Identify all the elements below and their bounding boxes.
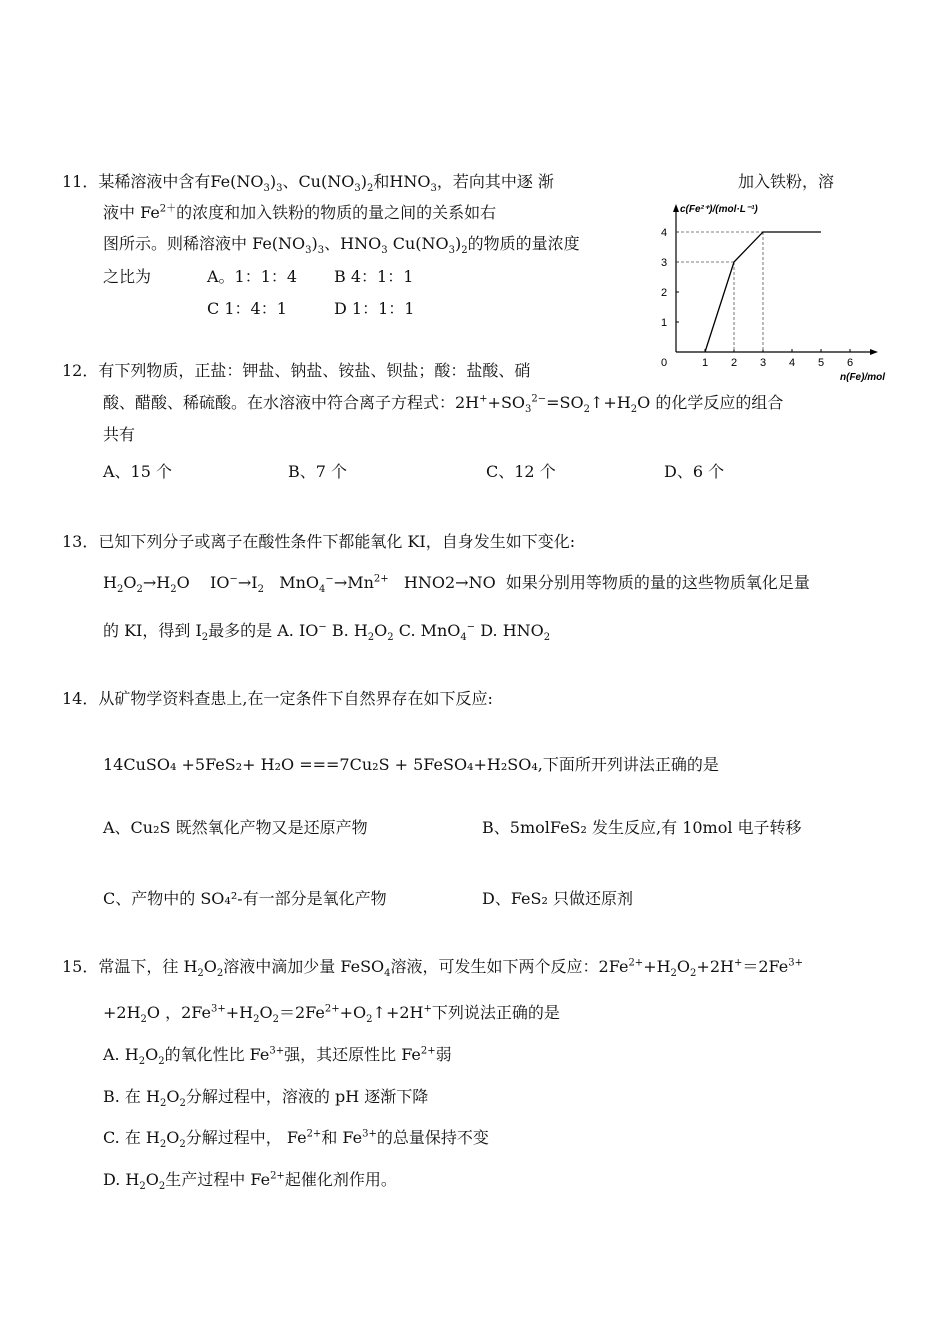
x-tick-label: 0 <box>660 357 668 369</box>
q11-line-3: 图所示。则稀溶液中 $Fe(NO_3)_3$、$HNO_3$ $Cu(NO_3)_2$的物质的量浓度 <box>103 234 580 257</box>
q14-line-1: 14．从矿物学资料查患上,在一定条件下自然界存在如下反应: <box>62 689 493 708</box>
q11-option-a: A。1：1：4 <box>207 267 298 286</box>
y-tick-label: 4 <box>660 227 668 239</box>
q15-option-b: B. 在 $H_2O_2$分解过程中，溶液的 pH 逐渐下降 <box>103 1087 429 1110</box>
y-tick-label: 3 <box>660 257 668 269</box>
y-tick-label: 2 <box>660 287 668 299</box>
y-axis-arrow <box>673 204 679 212</box>
q13-line-3: 的 KI，得到 $I_2$最多的是 A. IO− B. $H_2O_2$ C. MnO$_4$− D. $HNO_2$ <box>103 621 551 644</box>
y-tick-label: 1 <box>660 317 668 329</box>
q12-line-2: 酸、醋酸、稀硫酸。在水溶液中符合离子方程式：$2H^++SO_3^{2-}=SO_2↑+H_2O$ 的化学反应的组合 <box>103 393 784 416</box>
q12-option-b: B、7 个 <box>288 462 348 481</box>
q15-line-2: $+2H_2O$ ，$2Fe^{3+}+H_2O_2=2Fe^{2+}+O_2↑+2H^+$下列说法正确的是 <box>103 1003 560 1026</box>
x-tick-label: 6 <box>846 357 854 369</box>
x-tick-label: 1 <box>701 357 709 369</box>
y-axis-label: c(Fe²⁺)/(mol·L⁻¹) <box>680 204 758 215</box>
q11-line-1: 11．某稀溶液中含有$Fe(NO_3)_3$、$Cu(NO_3)_2$和$HNO_3$，若向其中逐 渐 <box>62 172 554 195</box>
q15-option-a: A. $H_2O_2$的氧化性比 $Fe^{3+}$强，其还原性比 $Fe^{2+}$弱 <box>103 1045 452 1068</box>
x-axis-label: n(Fe)/mol <box>840 372 885 383</box>
q12-number: 12． <box>62 361 99 380</box>
q11-option-c: C 1：4：1 <box>207 299 287 318</box>
q12-option-c: C、12 个 <box>486 462 556 481</box>
q11-option-d: D 1：1：1 <box>334 299 415 318</box>
fe2-concentration-chart <box>650 196 900 386</box>
q14-option-a: A、Cu₂S 既然氧化产物又是还原产物 <box>103 818 368 837</box>
q11-line-2: 液中 $Fe^{2+}$的浓度和加入铁粉的物质的量之间的关系如右 <box>103 203 497 222</box>
q15-option-d: D. $H_2O_2$生产过程中 $Fe^{2+}$起催化剂作用。 <box>103 1170 397 1193</box>
x-axis-arrow <box>870 349 878 355</box>
x-tick-label: 4 <box>788 357 796 369</box>
q11-line-1-tail: 加入铁粉，溶 <box>738 172 835 191</box>
q13-number: 13． <box>62 532 99 551</box>
q13-line-2: $H_2O_2\to H_2O$ $IO^-\to I_2$ $MnO_4^-\to Mn^{2+}$ HNO2→NO 如果分别用等物质的量的这些物质氧化足量 <box>103 573 810 596</box>
q14-option-c: C、产物中的 SO₄²-有一部分是氧化产物 <box>103 889 387 908</box>
q12-option-d: D、6 个 <box>664 462 725 481</box>
q12-line-1: 12．有下列物质，正盐：钾盐、钠盐、铵盐、钡盐；酸：盐酸、硝 <box>62 361 531 380</box>
x-tick-label: 5 <box>817 357 825 369</box>
q14-option-d: D、FeS₂ 只做还原剂 <box>482 889 633 908</box>
q14-number: 14． <box>62 689 99 708</box>
x-tick-label: 3 <box>759 357 767 369</box>
q11-line-4: 之比为 <box>103 267 152 286</box>
q12-line-3: 共有 <box>103 425 136 444</box>
q13-line-1: 13．已知下列分子或离子在酸性条件下都能氧化 KI，自身发生如下变化: <box>62 532 576 551</box>
q15-number: 15． <box>62 957 99 976</box>
q11-option-b: B 4：1：1 <box>334 267 414 286</box>
q15-line-1: 15．常温下，往 $H_2O_2$溶液中滴加少量 FeSO$_4$溶液，可发生如下两个反应：$2Fe^{2+}+H_2O_2+2H^+=2Fe^{3+}$ <box>62 957 803 980</box>
q11-number: 11． <box>62 172 99 191</box>
q14-equation: 14CuSO₄ +5FeS₂+ H₂O ===7Cu₂S + 5FeSO₄+H₂SO₄,下面所开列讲法正确的是 <box>103 755 719 774</box>
x-tick-label: 2 <box>730 357 738 369</box>
q12-option-a: A、15 个 <box>103 462 173 481</box>
q15-option-c: C. 在 $H_2O_2$分解过程中， $Fe^{2+}$和 $Fe^{3+}$的总量保持不变 <box>103 1128 489 1151</box>
q14-option-b: B、5molFeS₂ 发生反应,有 10mol 电子转移 <box>482 818 802 837</box>
